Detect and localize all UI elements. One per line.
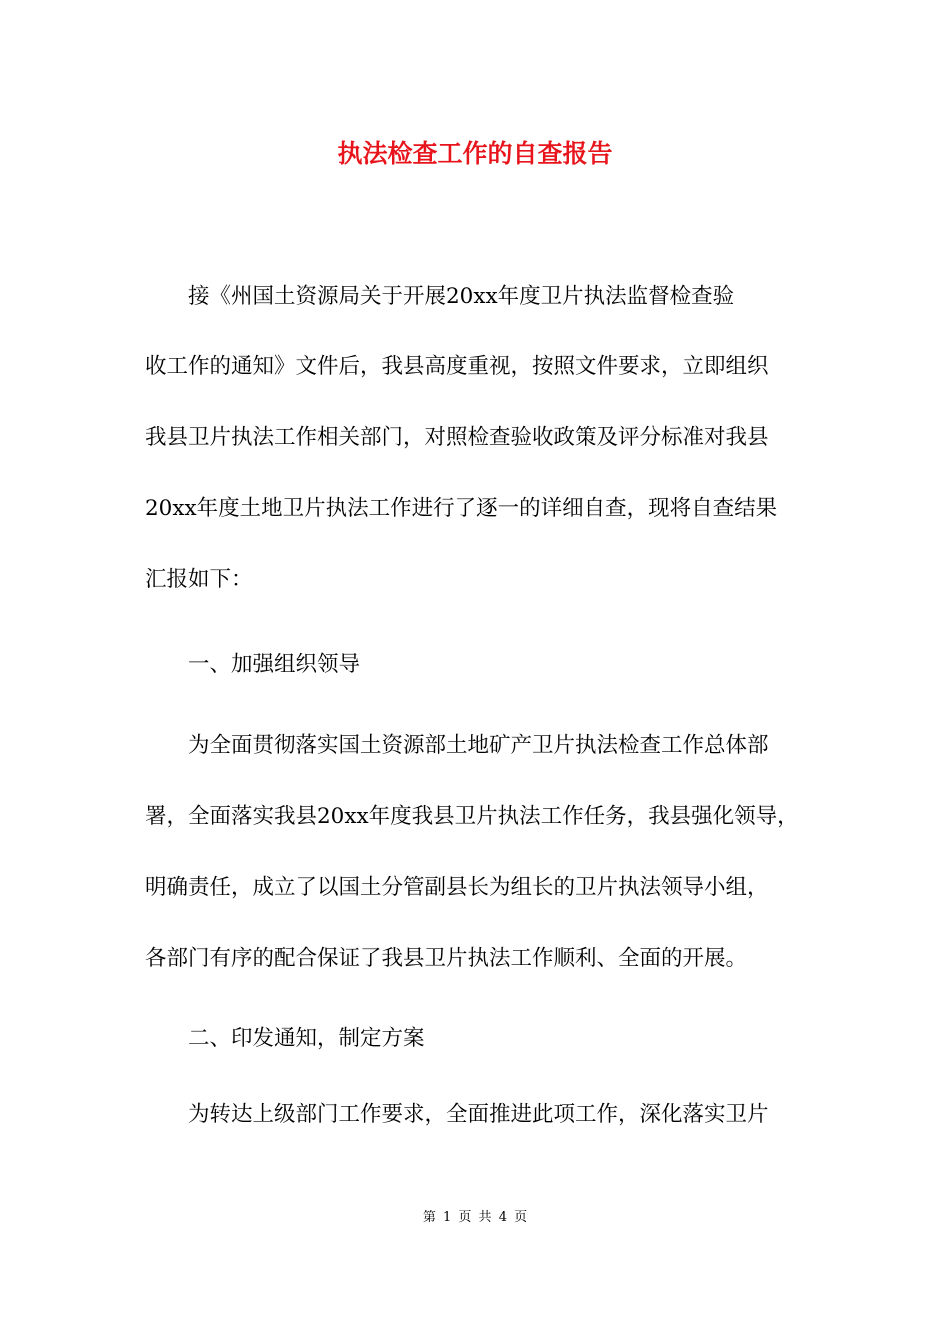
document-title: 执法检查工作的自查报告 (337, 139, 613, 168)
paragraph-line-8: 明确责任，成立了以国土分管副县长为组长的卫片执法领导小组， (145, 875, 769, 900)
paragraph-line-7: 署，全面落实我县20xx年度我县卫片执法工作任务，我县强化领导， (145, 804, 799, 829)
paragraph-line-9: 各部门有序的配合保证了我县卫片执法工作顺利、全面的开展。 (145, 946, 748, 971)
paragraph-line-2: 收工作的通知》文件后，我县高度重视，按照文件要求，立即组织 (145, 354, 769, 379)
section-heading-1: 一、加强组织领导 (145, 652, 361, 677)
paragraph-line-1: 接《州国土资源局关于开展20xx年度卫片执法监督检查验 (145, 284, 735, 309)
section-heading-2: 二、印发通知，制定方案 (145, 1026, 425, 1051)
paragraph-line-4: 20xx年度土地卫片执法工作进行了逐一的详细自查，现将自查结果 (145, 496, 778, 521)
paragraph-line-3: 我县卫片执法工作相关部门，对照检查验收政策及评分标准对我县 (145, 425, 769, 450)
paragraph-line-5: 汇报如下： (145, 567, 253, 592)
paragraph-line-6: 为全面贯彻落实国土资源部土地矿产卫片执法检查工作总体部 (145, 733, 769, 758)
paragraph-line-10: 为转达上级部门工作要求，全面推进此项工作，深化落实卫片 (145, 1102, 769, 1127)
page-footer: 第 1 页 共 4 页 (422, 1210, 528, 1225)
